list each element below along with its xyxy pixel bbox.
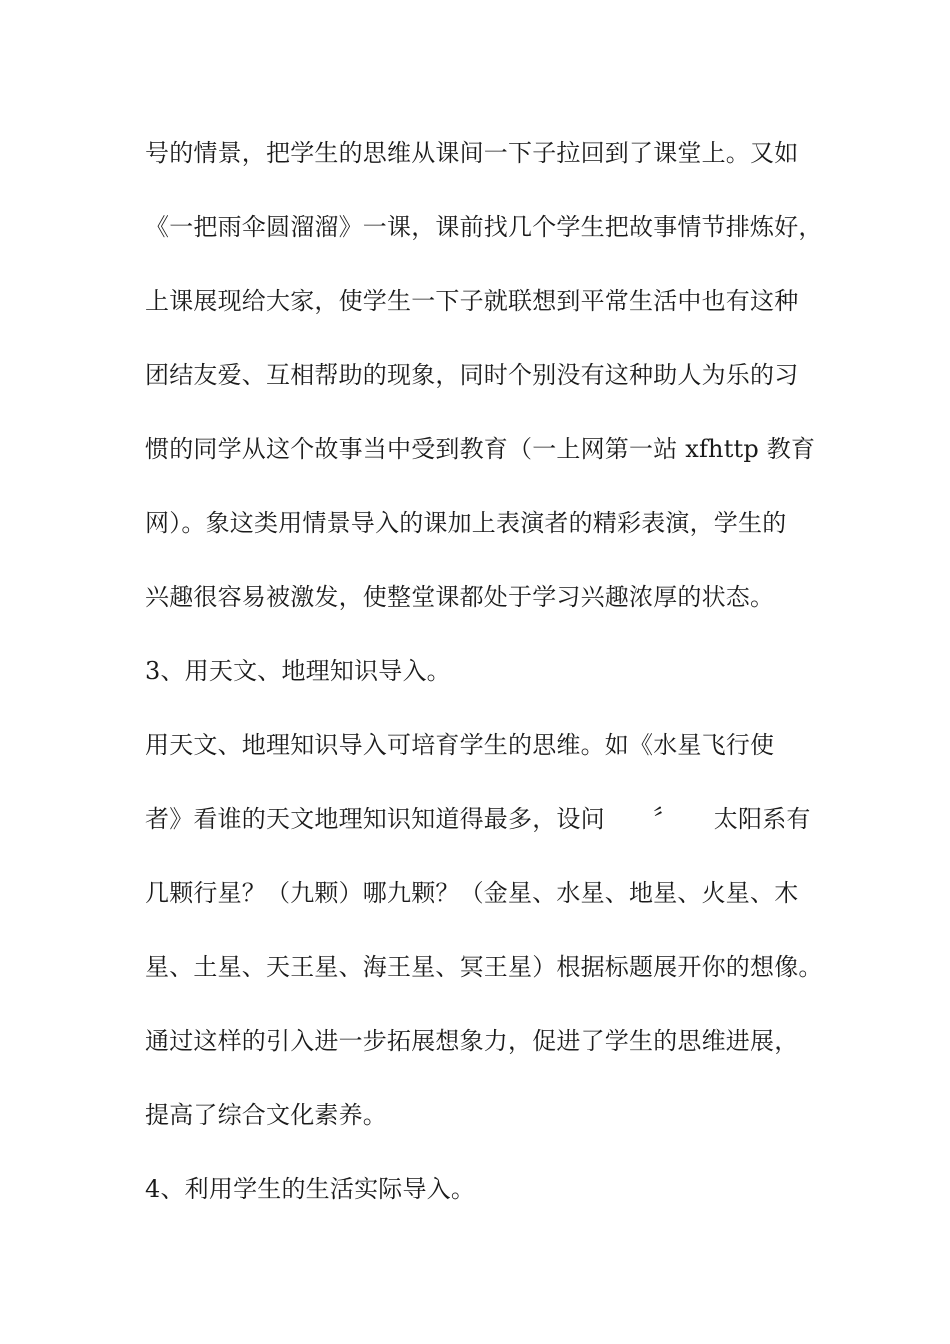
paragraph-line: 上课展现给大家，使学生一下子就联想到平常生活中也有这种 [145, 287, 799, 315]
paragraph-line: 惯的同学从这个故事当中受到教育（一上网第一站 xfhttp 教育 [145, 435, 816, 463]
paragraph-line: 网）。象这类用情景导入的课加上表演者的精彩表演，学生的 [145, 509, 787, 537]
paragraph-line: 兴趣很容易被激发，使整堂课都处于学习兴趣浓厚的状态。 [145, 583, 775, 611]
paragraph-line: 几颗行星？（九颗）哪九颗？（金星、水星、地星、火星、木 [145, 879, 799, 907]
paragraph-line: 号的情景，把学生的思维从课间一下子拉回到了课堂上。又如 [145, 139, 799, 167]
paragraph-line: 者》看谁的天文地理知识知道得最多，设问 〞 太阳系有 [145, 805, 811, 833]
paragraph-line: 星、土星、天王星、海王星、冥王星）根据标题展开你的想像。 [145, 953, 823, 981]
section-heading: 3、用天文、地理知识导入。 [145, 657, 451, 685]
paragraph-line: 用天文、地理知识导入可培育学生的思维。如《水星飞行使 [145, 731, 775, 759]
section-heading: 4、利用学生的生活实际导入。 [145, 1175, 476, 1203]
paragraph-line: 《一把雨伞圆溜溜》一课，课前找几个学生把故事情节排炼好， [145, 213, 823, 241]
paragraph-line: 提高了综合文化素养。 [145, 1101, 387, 1129]
paragraph-line: 团结友爱、互相帮助的现象，同时个别没有这种助人为乐的习 [145, 361, 799, 389]
paragraph-line: 通过这样的引入进一步拓展想象力，促进了学生的思维进展， [145, 1027, 799, 1055]
